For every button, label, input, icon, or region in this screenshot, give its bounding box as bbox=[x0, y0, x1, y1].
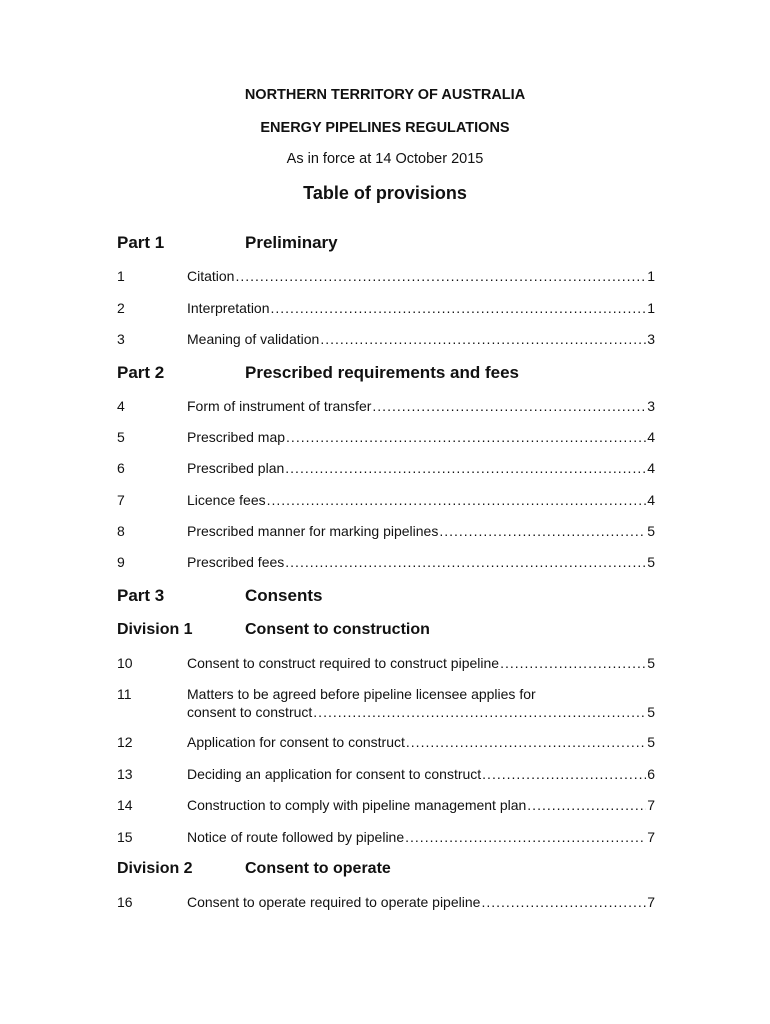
section-number: 13 bbox=[117, 766, 133, 782]
section-number: 12 bbox=[117, 734, 133, 750]
dot-leader bbox=[527, 796, 646, 814]
page-number: 1 bbox=[647, 268, 655, 284]
dot-leader bbox=[285, 459, 646, 477]
page-number: 5 bbox=[647, 734, 655, 750]
dot-leader bbox=[235, 267, 646, 285]
dot-leader bbox=[271, 299, 647, 317]
part-heading bbox=[117, 363, 657, 385]
dot-leader bbox=[500, 654, 646, 672]
section-title: Prescribed fees bbox=[187, 554, 285, 570]
page-number: 5 bbox=[647, 523, 655, 539]
page-number: 7 bbox=[647, 797, 655, 813]
dot-leader bbox=[406, 733, 646, 751]
part-heading bbox=[117, 233, 657, 255]
toc-title: Table of provisions bbox=[303, 183, 467, 203]
part-number: Part 2 bbox=[117, 363, 165, 382]
section-title: Form of instrument of transfer bbox=[187, 398, 372, 414]
section-number: 3 bbox=[117, 331, 125, 347]
page-number: 3 bbox=[647, 331, 655, 347]
dot-leader bbox=[405, 828, 646, 846]
section-number: 8 bbox=[117, 523, 125, 539]
section-title: Construction to comply with pipeline management plan bbox=[187, 797, 527, 813]
page-number: 5 bbox=[647, 655, 655, 671]
dot-leader bbox=[285, 553, 646, 571]
part-title: Prescribed requirements and fees bbox=[245, 363, 520, 382]
division-title: Consent to operate bbox=[245, 860, 391, 877]
section-number: 10 bbox=[117, 655, 133, 671]
regulation-title: ENERGY PIPELINES REGULATIONS bbox=[260, 120, 510, 136]
part-number: Part 1 bbox=[117, 233, 165, 252]
dot-leader bbox=[482, 765, 646, 783]
section-title: Prescribed manner for marking pipelines bbox=[187, 523, 439, 539]
section-title: Prescribed plan bbox=[187, 460, 285, 476]
page-number: 7 bbox=[647, 829, 655, 845]
section-number: 4 bbox=[117, 398, 125, 414]
dot-leader bbox=[372, 397, 646, 415]
section-title: Consent to operate required to operate pipeline bbox=[187, 894, 481, 910]
section-title-line: Matters to be agreed before pipeline licensee applies for bbox=[187, 686, 536, 702]
section-number: 11 bbox=[117, 686, 132, 702]
division-number: Division 2 bbox=[117, 860, 193, 877]
section-number: 1 bbox=[117, 268, 125, 284]
section-number: 5 bbox=[117, 429, 125, 445]
section-title: Application for consent to construct bbox=[187, 734, 405, 750]
part-title: Consents bbox=[245, 586, 323, 605]
page-number: 6 bbox=[647, 766, 655, 782]
page-number: 1 bbox=[647, 300, 655, 316]
page-number: 4 bbox=[647, 429, 655, 445]
section-title: Interpretation bbox=[187, 300, 270, 316]
part-number: Part 3 bbox=[117, 586, 165, 605]
page-number: 5 bbox=[647, 704, 655, 720]
dot-leader bbox=[286, 428, 646, 446]
dot-leader bbox=[481, 893, 646, 911]
section-title: Citation bbox=[187, 268, 235, 284]
section-title: consent to construct bbox=[187, 704, 313, 720]
section-number: 2 bbox=[117, 300, 125, 316]
section-title: Notice of route followed by pipeline bbox=[187, 829, 405, 845]
section-title: Consent to construct required to construct pipeline bbox=[187, 655, 500, 671]
division-heading bbox=[117, 621, 657, 643]
section-number: 15 bbox=[117, 829, 133, 845]
part-title: Preliminary bbox=[245, 233, 338, 252]
jurisdiction-heading: NORTHERN TERRITORY OF AUSTRALIA bbox=[244, 87, 526, 103]
dot-leader bbox=[313, 703, 646, 721]
section-number: 14 bbox=[117, 797, 133, 813]
page-number: 3 bbox=[647, 398, 655, 414]
page-number: 7 bbox=[647, 894, 655, 910]
division-number: Division 1 bbox=[117, 621, 193, 638]
division-heading bbox=[117, 860, 657, 882]
section-title: Meaning of validation bbox=[187, 331, 320, 347]
page-number: 5 bbox=[647, 554, 655, 570]
section-number: 16 bbox=[117, 894, 133, 910]
section-title: Prescribed map bbox=[187, 429, 286, 445]
dot-leader bbox=[439, 522, 646, 540]
section-title: Licence fees bbox=[187, 492, 266, 508]
section-number: 7 bbox=[117, 492, 125, 508]
section-title: Deciding an application for consent to construct bbox=[187, 766, 482, 782]
dot-leader bbox=[267, 491, 647, 509]
section-number: 9 bbox=[117, 554, 125, 570]
division-title: Consent to construction bbox=[245, 621, 430, 638]
dot-leader bbox=[320, 330, 646, 348]
in-force-date: As in force at 14 October 2015 bbox=[286, 151, 484, 167]
part-heading bbox=[117, 586, 657, 608]
section-number: 6 bbox=[117, 460, 125, 476]
page-number: 4 bbox=[647, 492, 655, 508]
page-number: 4 bbox=[647, 460, 655, 476]
